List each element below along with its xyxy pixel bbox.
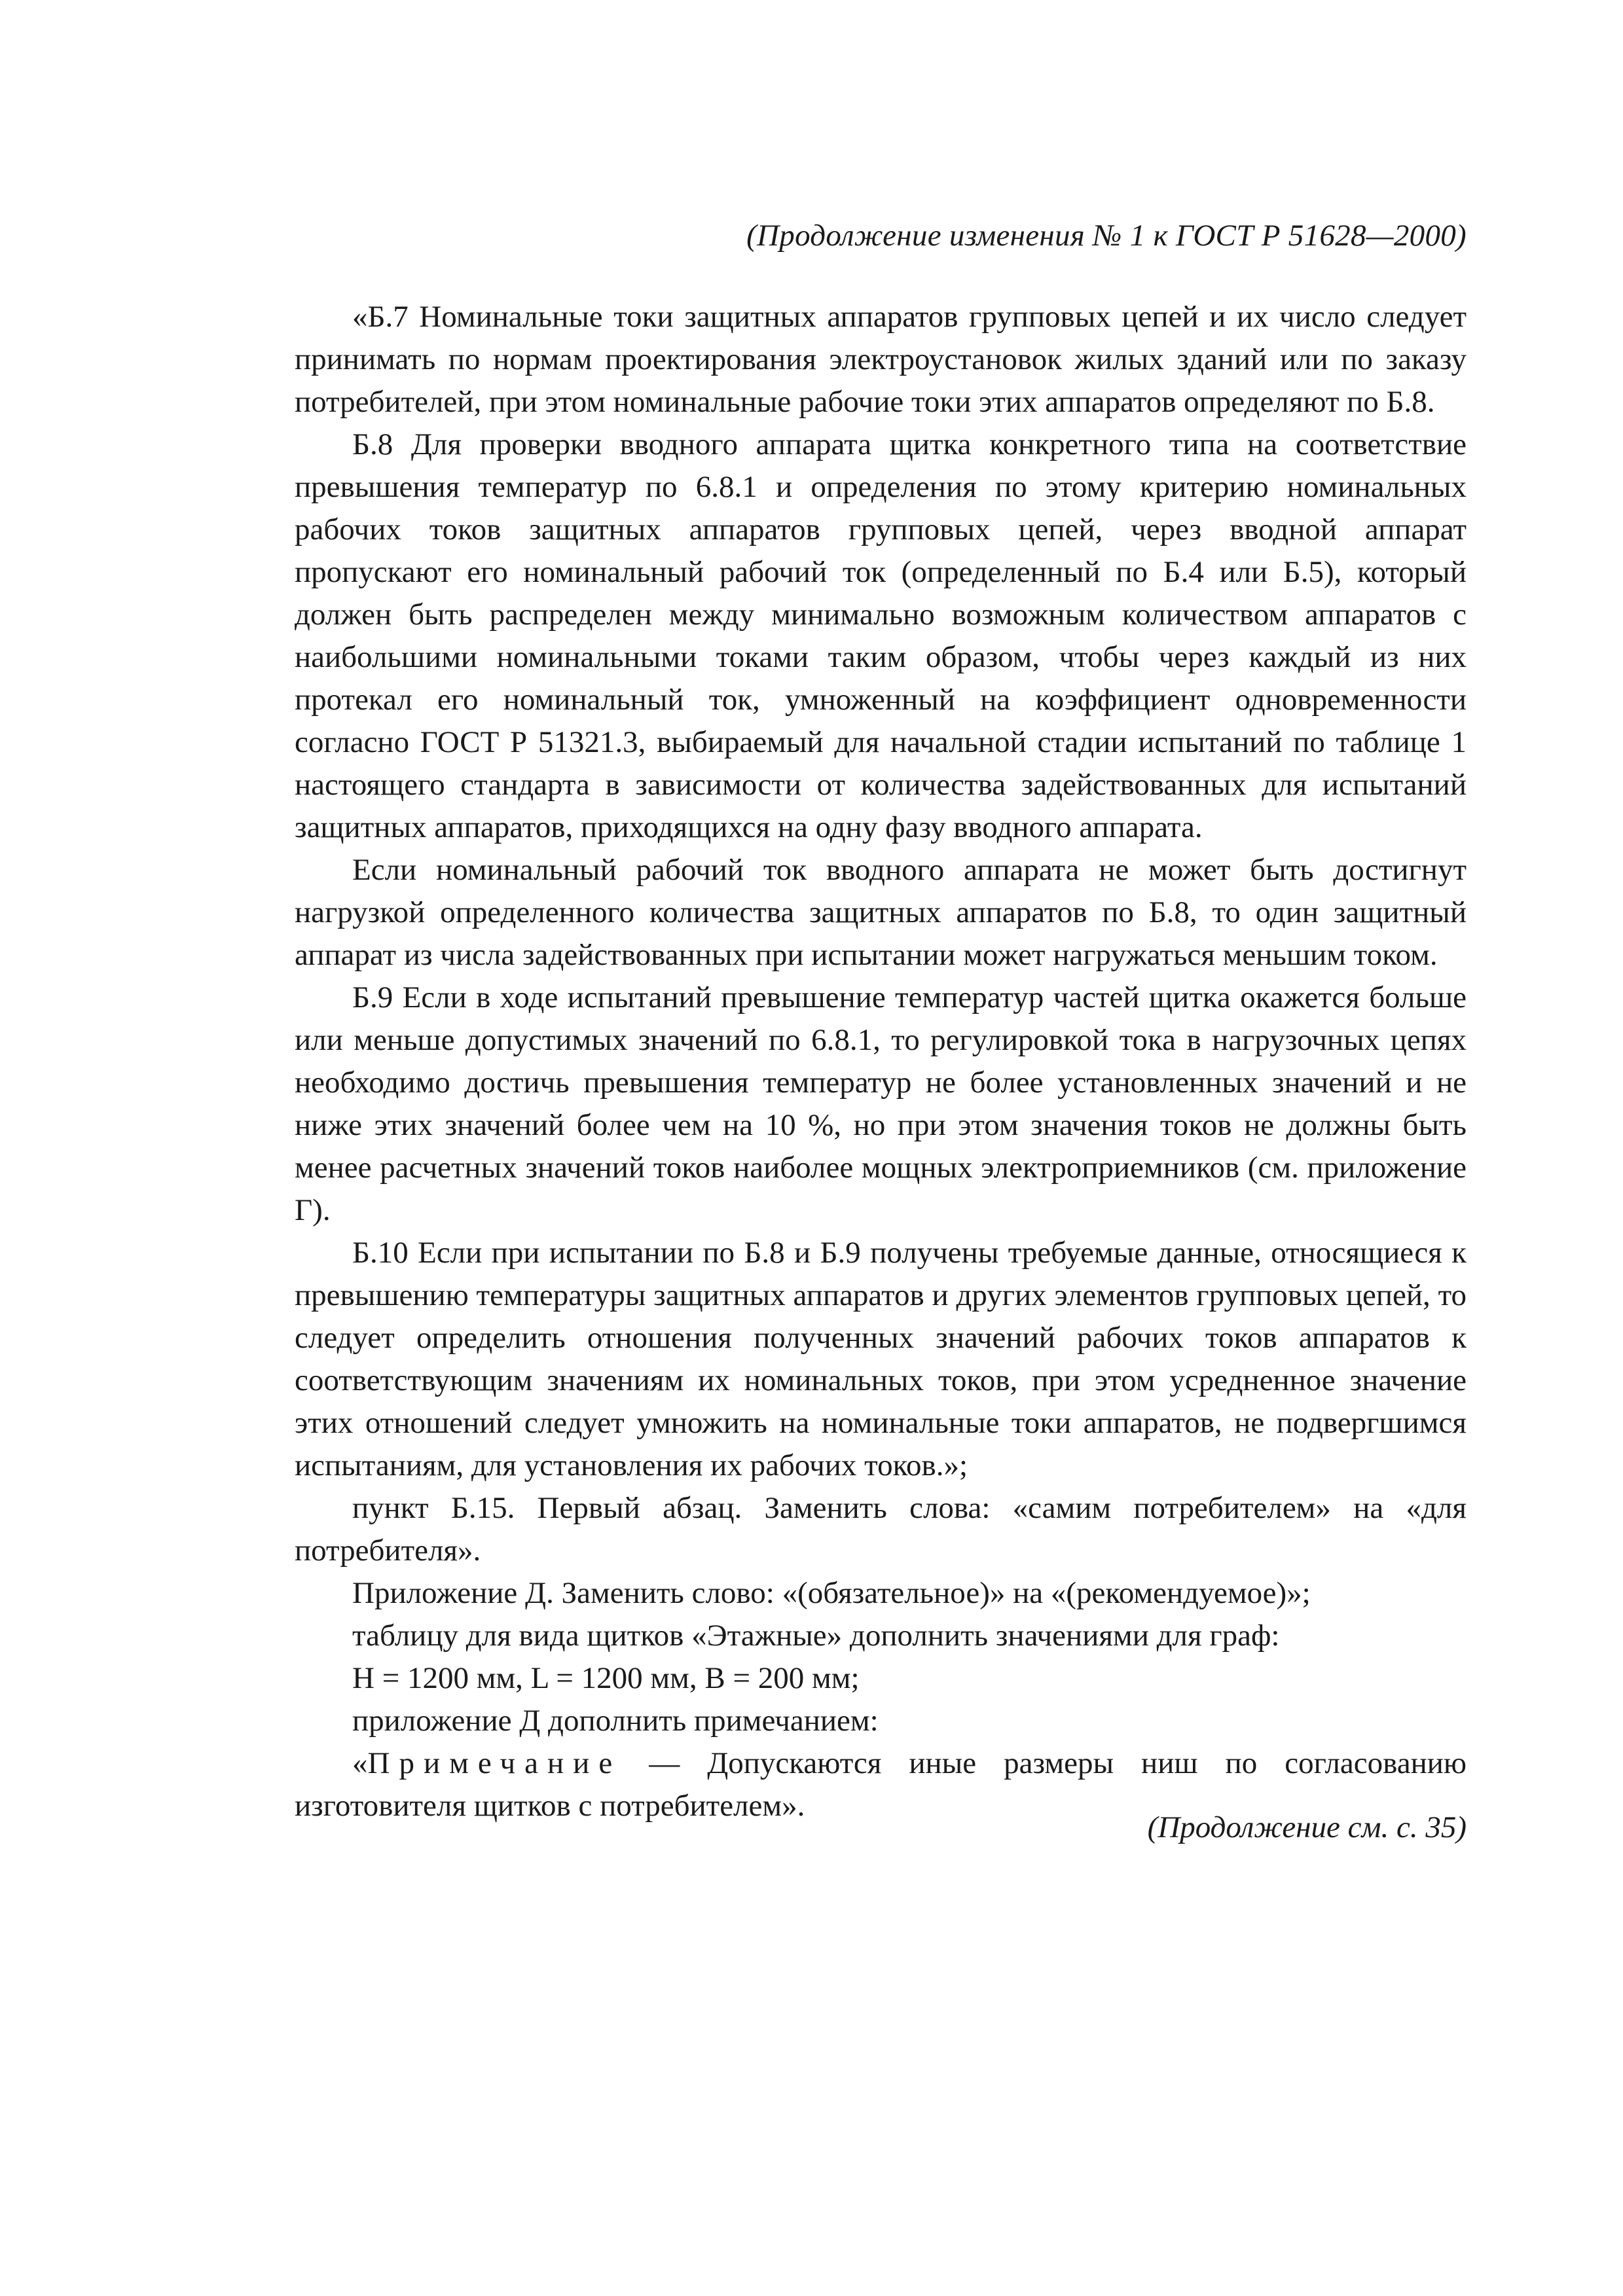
paragraph-b9: Б.9 Если в ходе испытаний превышение температур частей щитка окажется больше или меньше допустимых значений по 6.8.1, то регулировкой тока в нагрузочных цепях необходимо достичь превышения температур не более установленных значений и не ниже этих значений более чем на 10 %, но при этом значения токов не должны быть менее расчетных значений токов наиболее мощных электроприемников (см. приложение Г). — [295, 980, 1467, 1227]
note-label: Примечание — [367, 1746, 622, 1780]
dimensions-line: H = 1200 мм, L = 1200 мм, B = 200 мм; — [352, 1661, 860, 1695]
continuation-footer: (Продолжение см. с. 35) — [1147, 1810, 1467, 1844]
document-page — [295, 216, 1467, 1844]
note-text: — Допускаются иные размеры ниш по согласованию изготовителя щитков с потребителем». — [295, 1746, 1467, 1823]
appendix-d-line: Приложение Д. Заменить слово: «(обязательное)» на «(рекомендуемое)»; — [352, 1576, 1311, 1610]
paragraph-b7: «Б.7 Номинальные токи защитных аппаратов групповых цепей и их число следует принимать по нормам проектирования электроустановок жилых зданий или по заказу потребителей, при этом номинальные рабочие токи этих аппаратов определяют по Б.8. — [295, 300, 1467, 419]
note-block — [295, 1742, 1467, 1844]
note-paragraph: «Примечание — Допускаются иные размеры ниш по согласованию изготовителя щитков с потребителем». — [295, 1746, 1467, 1823]
document-body — [295, 296, 1467, 1844]
paragraph-b8-note: Если номинальный рабочий ток вводного аппарата не может быть достигнут нагрузкой определенного количества защитных аппаратов по Б.8, то один защитный аппарат из числа задействованных при испытании может нагружаться меньшим током. — [295, 853, 1467, 972]
paragraph-b15: пункт Б.15. Первый абзац. Заменить слова: «самим потребителем» на «для потребителя». — [295, 1491, 1467, 1568]
table-instruction-line: таблицу для вида щитков «Этажные» дополнить значениями для граф: — [352, 1619, 1280, 1653]
paragraph-b8: Б.8 Для проверки вводного аппарата щитка конкретного типа на соответствие превышения температур по 6.8.1 и определения по этому критерию номинальных рабочих токов защитных аппаратов групповых цепей, через вводной аппарат пропускают его номинальный рабочий ток (определенный по Б.4 или Б.5), который должен быть распределен между минимально возможным количеством аппаратов с наибольшими номинальными токами таким образом, чтобы через каждый из них протекал его номинальный ток, умноженный на коэффициент одновременности согласно ГОСТ Р 51321.3, выбираемый для начальной стадии испытаний по таблице 1 настоящего стандарта в зависимости от количества задействованных для испытаний защитных аппаратов, приходящихся на одну фазу вводного аппарата. — [295, 427, 1467, 844]
paragraph-b10: Б.10 Если при испытании по Б.8 и Б.9 получены требуемые данные, относящиеся к превышению температуры защитных аппаратов и других элементов групповых цепей, то следует определить отношения полученных значений рабочих токов аппаратов к соответствующим значениям их номинальных токов, при этом усредненное значение этих отношений следует умножить на номинальные токи аппаратов, не подвергшимся испытаниям, для установления их рабочих токов.»; — [295, 1236, 1467, 1482]
continuation-header: (Продолжение изменения № 1 к ГОСТ Р 51628—2000) — [746, 219, 1467, 253]
note-instruction-line: приложение Д дополнить примечанием: — [352, 1704, 879, 1738]
